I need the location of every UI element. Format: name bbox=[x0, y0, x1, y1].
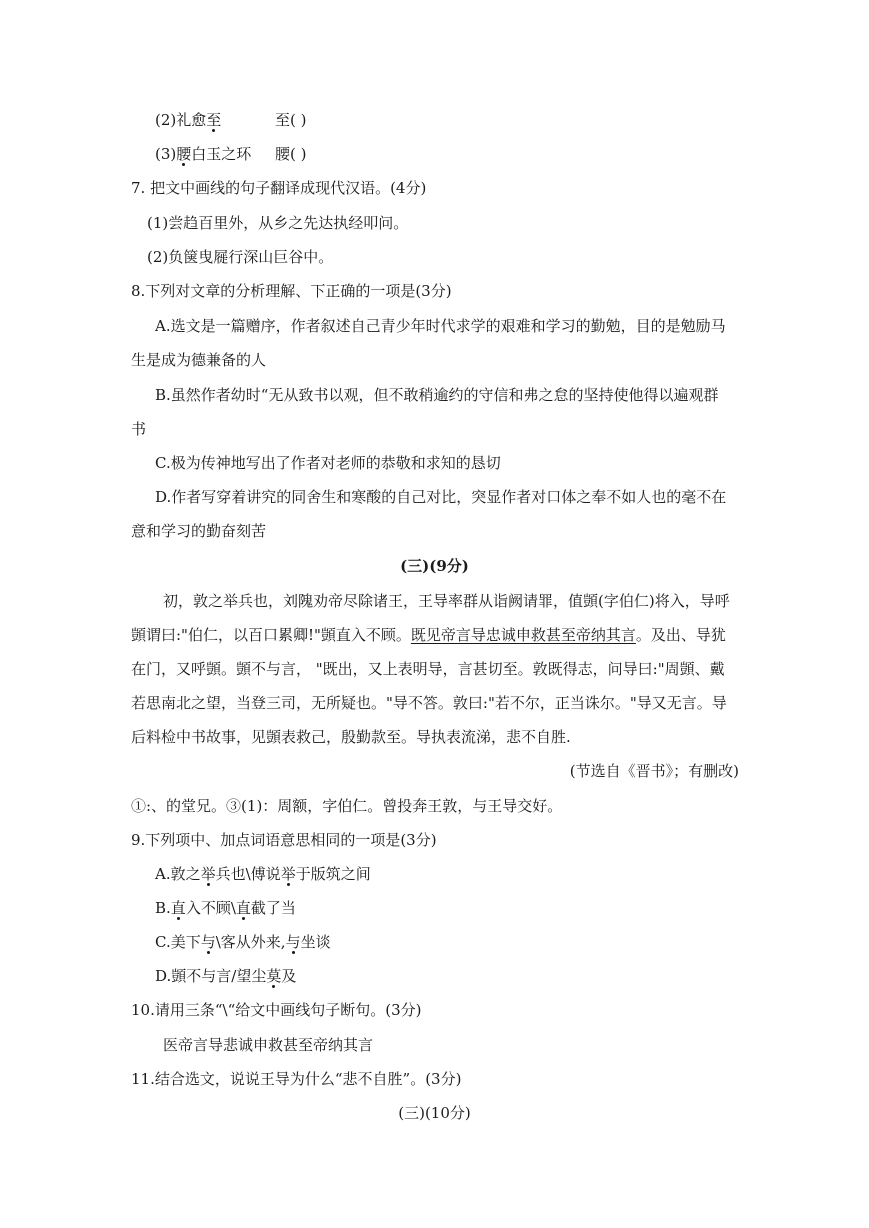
passage-line-3: 在门，又呼顗。顗不与言， "既出，又上表明导，言甚切至。敦既得志，问导曰:"周顗、戴 bbox=[131, 660, 725, 678]
q8-option-b-line1: B.虽然作者幼时“无从致书以观，但不敢稍逾约的守信和弗之怠的坚持使他得以遍观群 bbox=[155, 386, 719, 404]
q8-option-b-line2: 书 bbox=[131, 420, 147, 438]
q8-prompt: 8.下列对文章的分析理解、下正确的一项是(3分) bbox=[131, 282, 452, 300]
q9-option-a: A.敦之举兵也\傅说举于版筑之间 bbox=[155, 865, 371, 883]
q10-prompt: 10.请用三条“\“给文中画线句子断句。(3分) bbox=[131, 1001, 422, 1019]
q7-sentence-2: (2)负箧曳屣行深山巨谷中。 bbox=[147, 248, 334, 266]
emphasis-dot-char: 莫 bbox=[266, 967, 282, 985]
passage-line-1: 初，敦之举兵也，刘隗劝帝尽除诸王，王导率群从诣阙请罪，值顗(字伯仁)将入，导呼 bbox=[163, 592, 730, 610]
q8-option-d-line2: 意和学习的勤奋刻苦 bbox=[131, 522, 267, 540]
q9-option-d: D.顗不与言/望尘莫及 bbox=[155, 967, 297, 985]
emphasis-dot-char: 直 bbox=[170, 899, 186, 917]
q9-option-b: B.直入不顾\直截了当 bbox=[155, 899, 296, 917]
q6-item-2-answer: 至( ) bbox=[275, 111, 307, 129]
passage-line-5: 后料检中书故事，见顗表救己，殷勤款至。导执表流涕，悲不自胜. bbox=[131, 728, 571, 746]
passage-source: (节选自《晋书》；有删改) bbox=[569, 762, 739, 780]
underlined-sentence: 既见帝言导忠诚申救甚至帝纳其言 bbox=[410, 626, 636, 644]
q9-prompt: 9.下列项中、加点词语意思相同的一项是(3分) bbox=[131, 831, 437, 849]
emphasis-dot-char: 举 bbox=[280, 865, 296, 883]
q6-item-3: (3)腰白玉之环 腰( ) bbox=[155, 145, 307, 163]
passage-note: ①:、的堂兄。③(1)：周额，字伯仁。曾投奔王敦，与王导交好。 bbox=[131, 797, 563, 815]
emphasis-dot-char: 至 bbox=[206, 111, 222, 129]
q8-option-d-line1: D.作者写穿着讲究的同舍生和寒酸的自己对比，突显作者对口体之奉不如人也的毫不在 bbox=[155, 488, 727, 506]
q8-option-a-line2: 生是成为德兼备的人 bbox=[131, 351, 267, 369]
q7-sentence-1: (1)尝趋百里外，从乡之先达执经叩问。 bbox=[147, 214, 409, 232]
q6-item-3-answer: 腰( ) bbox=[275, 145, 307, 163]
passage-line-4: 若思南北之望，当登三司，无所疑也。"导不答。敦曰:"若不尔，正当诛尔。"导又无言。导 bbox=[131, 694, 727, 712]
q9-option-c: C.美下与\客从外来,与坐谈 bbox=[155, 933, 331, 951]
q6-item-2: (2)礼愈至 至( ) bbox=[155, 111, 307, 129]
q11-prompt: 11.结合选文，说说王导为什么“悲不自胜”。(3分) bbox=[131, 1070, 462, 1088]
emphasis-dot-char: 腰 bbox=[176, 145, 192, 163]
section-heading-3: (三)(9分) bbox=[400, 557, 469, 575]
q8-option-c: C.极为传神地写出了作者对老师的恭敬和求知的恳切 bbox=[155, 454, 501, 472]
emphasis-dot-char: 与 bbox=[285, 933, 301, 951]
q8-option-a-line1: A.选文是一篇赠序，作者叙述自己青少年时代求学的艰难和学习的勤勉，目的是勉励马 bbox=[155, 317, 726, 335]
passage-line-2: 顗谓曰:"伯仁，以百口累卿!"顗直入不顾。既见帝言导忠诚申救甚至帝纳其言。及出、导犹 bbox=[131, 626, 726, 644]
section-heading-4: (三)(10分) bbox=[398, 1104, 471, 1122]
q7-prompt: 7. 把文中画线的句子翻译成现代汉语。(4分) bbox=[131, 179, 427, 197]
q10-sentence: 医帝言导悲诚申救甚至帝纳其言 bbox=[163, 1036, 374, 1054]
emphasis-dot-char: 直 bbox=[235, 899, 251, 917]
emphasis-dot-char: 与 bbox=[200, 933, 216, 951]
emphasis-dot-char: 举 bbox=[200, 865, 216, 883]
